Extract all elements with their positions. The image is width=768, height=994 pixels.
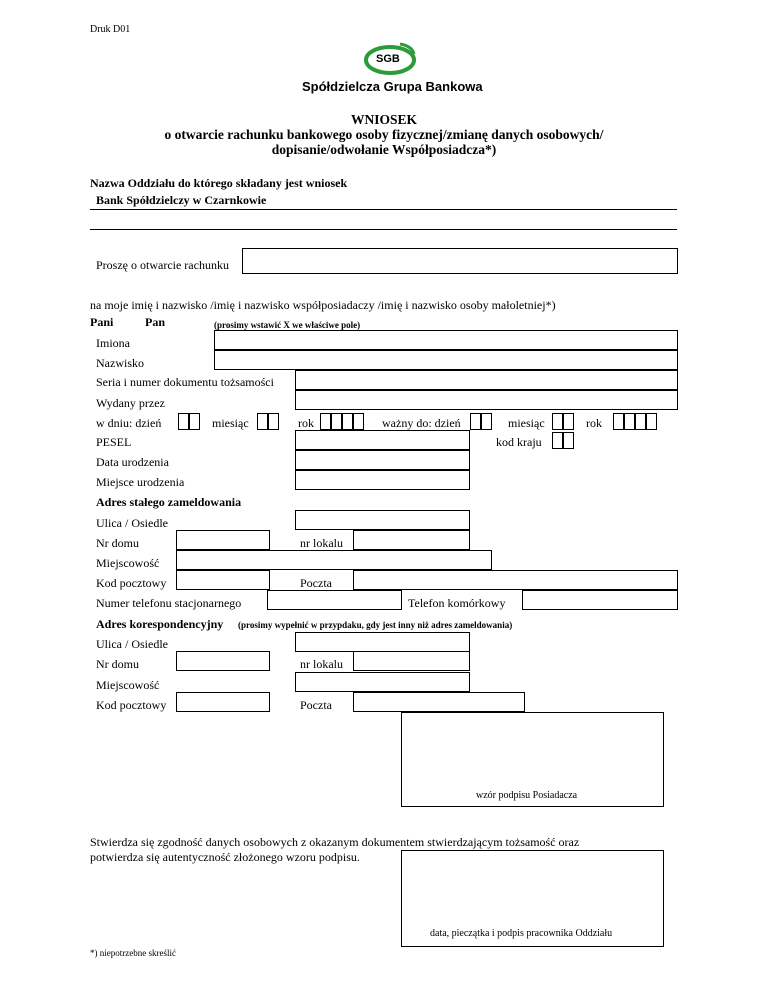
- signature-label: wzór podpisu Posiadacza: [476, 790, 578, 801]
- issue-day-cell[interactable]: [189, 413, 200, 430]
- perm-postal-label: Kod pocztowy: [96, 576, 167, 590]
- issue-month-label: miesiąc: [212, 416, 249, 430]
- issued-by-label: Wydany przez: [96, 396, 165, 410]
- document-code: Druk D01: [90, 24, 131, 35]
- correspondence-heading: Adres korespondencyjny: [96, 617, 224, 631]
- issue-month-cell[interactable]: [268, 413, 279, 430]
- pesel-field[interactable]: [295, 430, 470, 450]
- corr-street-field[interactable]: [295, 632, 470, 652]
- valid-month-cell[interactable]: [563, 413, 574, 430]
- corr-flat-field[interactable]: [353, 651, 470, 671]
- valid-day-label: ważny do: dzień: [382, 416, 461, 430]
- issue-year-label: rok: [298, 416, 314, 430]
- landline-label: Numer telefonu stacjonarnego: [96, 596, 242, 610]
- imiona-field[interactable]: [214, 330, 678, 350]
- corr-house-field[interactable]: [176, 651, 270, 671]
- pan-label: Pan: [145, 315, 166, 329]
- names-intro: na moje imię i nazwisko /imię i nazwisko współposiadaczy /imię i nazwisko osoby małoletniej*): [90, 298, 556, 312]
- issue-day-label: w dniu: dzień: [96, 416, 162, 430]
- form-title: WNIOSEK: [350, 112, 418, 127]
- perm-post-label: Poczta: [300, 576, 332, 590]
- valid-year-label: rok: [586, 416, 602, 430]
- country-code-cell[interactable]: [563, 432, 574, 449]
- logo-name: Spółdzielcza Grupa Bankowa: [302, 79, 483, 94]
- valid-year-cell[interactable]: [624, 413, 635, 430]
- confirmation-line-2: potwierdza się autentyczność złożonego wzoru podpisu.: [90, 850, 360, 864]
- nazwisko-field[interactable]: [214, 350, 678, 370]
- perm-street-label: Ulica / Osiedle: [96, 516, 168, 530]
- valid-day-cell[interactable]: [470, 413, 481, 430]
- birth-date-label: Data urodzenia: [96, 455, 169, 469]
- branch-line: [90, 209, 677, 210]
- branch-value: Bank Spółdzielczy w Czarnkowie: [96, 193, 267, 207]
- corr-house-label: Nr domu: [96, 657, 139, 671]
- corr-city-field[interactable]: [295, 672, 470, 692]
- corr-postal-field[interactable]: [176, 692, 270, 712]
- issue-year-cell[interactable]: [342, 413, 353, 430]
- footnote: *) niepotrzebne skreślić: [90, 948, 176, 958]
- valid-year-cell[interactable]: [646, 413, 657, 430]
- valid-day-cell[interactable]: [481, 413, 492, 430]
- pesel-label: PESEL: [96, 435, 132, 449]
- perm-flat-field[interactable]: [353, 530, 470, 550]
- birth-place-label: Miejsce urodzenia: [96, 475, 185, 489]
- perm-house-label: Nr domu: [96, 536, 139, 550]
- issue-year-cell[interactable]: [331, 413, 342, 430]
- nazwisko-label: Nazwisko: [96, 356, 144, 370]
- birth-place-field[interactable]: [295, 470, 470, 490]
- country-code-cell[interactable]: [552, 432, 563, 449]
- employee-label: data, pieczątka i podpis pracownika Oddziału: [430, 928, 613, 939]
- confirmation-line-1: Stwierdza się zgodność danych osobowych z okazanym dokumentem stwierdzającym tożsamość oraz: [90, 835, 580, 849]
- valid-month-cell[interactable]: [552, 413, 563, 430]
- country-code-label: kod kraju: [496, 435, 542, 449]
- mobile-field[interactable]: [522, 590, 678, 610]
- mobile-label: Telefon komórkowy: [408, 596, 506, 610]
- perm-postal-field[interactable]: [176, 570, 270, 590]
- issued-by-field[interactable]: [295, 390, 678, 410]
- corr-street-label: Ulica / Osiedle: [96, 637, 168, 651]
- sgb-logo: [360, 40, 420, 78]
- form-subtitle-1: o otwarcie rachunku bankowego osoby fizycznej/zmianę danych osobowych/: [164, 127, 604, 142]
- landline-field[interactable]: [267, 590, 402, 610]
- corr-city-label: Miejscowość: [96, 678, 160, 692]
- issue-year-cell[interactable]: [353, 413, 364, 430]
- correspondence-hint: (prosimy wypełnić w przypdaku, gdy jest inny niż adres zameldowania): [238, 620, 513, 630]
- permanent-address-heading: Adres stałego zameldowania: [96, 495, 242, 509]
- perm-street-field[interactable]: [295, 510, 470, 530]
- perm-flat-label: nr lokalu: [300, 536, 343, 550]
- gender-hint: (prosimy wstawić X we właściwe pole): [214, 320, 361, 330]
- issue-year-cell[interactable]: [320, 413, 331, 430]
- corr-flat-label: nr lokalu: [300, 657, 343, 671]
- branch-label: Nazwa Oddziału do którego składany jest wniosek: [90, 176, 348, 190]
- birth-date-field[interactable]: [295, 450, 470, 470]
- branch-line-2: [90, 229, 677, 230]
- account-request-label: Proszę o otwarcie rachunku: [96, 258, 229, 272]
- issue-month-cell[interactable]: [257, 413, 268, 430]
- pani-label: Pani: [90, 315, 114, 329]
- perm-house-field[interactable]: [176, 530, 270, 550]
- corr-post-label: Poczta: [300, 698, 332, 712]
- logo-mark: SGB: [376, 53, 400, 65]
- doc-series-label: Seria i numer dokumentu tożsamości: [96, 375, 274, 389]
- form-subtitle-2: dopisanie/odwołanie Współposiadcza*): [271, 142, 497, 157]
- perm-city-label: Miejscowość: [96, 556, 160, 570]
- imiona-label: Imiona: [96, 336, 130, 350]
- perm-post-field[interactable]: [353, 570, 678, 590]
- perm-city-field[interactable]: [176, 550, 492, 570]
- valid-year-cell[interactable]: [613, 413, 624, 430]
- issue-day-cell[interactable]: [178, 413, 189, 430]
- corr-post-field[interactable]: [353, 692, 525, 712]
- valid-year-cell[interactable]: [635, 413, 646, 430]
- valid-month-label: miesiąc: [508, 416, 545, 430]
- corr-postal-label: Kod pocztowy: [96, 698, 167, 712]
- doc-series-field[interactable]: [295, 370, 678, 390]
- account-type-field[interactable]: [242, 248, 678, 274]
